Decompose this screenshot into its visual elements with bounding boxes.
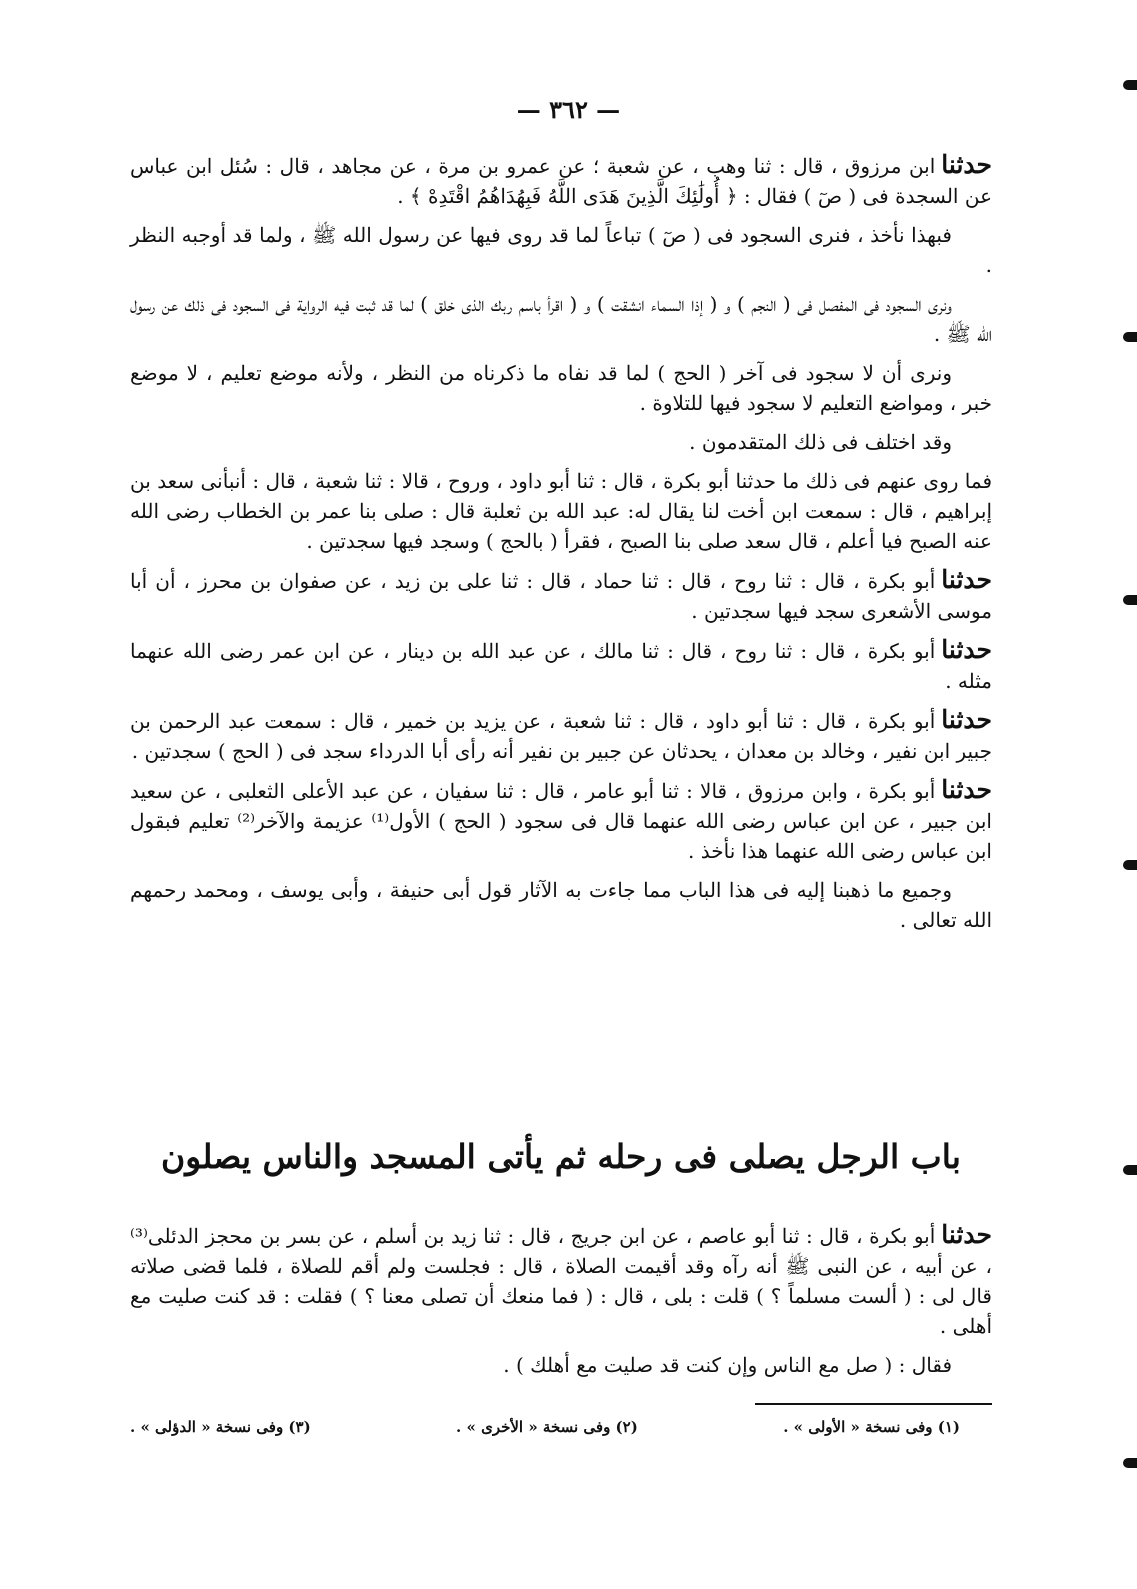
paragraph: وقد اختلف فى ذلك المتقدمون . [689,430,952,454]
paragraph: حدثناأبو بكرة ، وابن مرزوق ، قالا : ثنا أبو عامر ، قال : ثنا سفيان ، عن عبد الأعلى الثعلبى ، عن سعيد ابن جبير ، عن ابن عباس رضى الله عنهما قال فى سجود ( الحج ) الأول⁽¹⁾ عزيمة والآخر⁽²⁾ تعليم فبقول ابن عباس رضى الله عنهما هذا نأخذ . [130,775,992,863]
paragraph: حدثناأبو بكرة ، قال : ثنا روح ، قال : ثنا مالك ، عن عبد الله بن دينار ، عن ابن عمر رضى الله عنهما مثله . [130,635,992,693]
hadith-keyword: حدثنا [941,150,992,179]
main-text [130,150,992,944]
footnote: (٣) وفى نسخة « الدؤلى » . [130,1418,311,1436]
hadith-keyword: حدثنا [941,1220,992,1249]
paragraph: حدثناأبو بكرة ، قال : ثنا أبو داود ، قال : ثنا شعبة ، عن يزيد بن خمير ، قال : سمعت عبد الرحمن بن جبير ابن نفير ، وخالد بن معدان ، يحدثان عن جبير بن نفير أنه رأى أبا الدرداء سجد فى ( الحج ) سجدتين . [130,705,992,763]
chapter-text [130,1220,992,1389]
paragraph: حدثناابن مرزوق ، قال : ثنا وهب ، عن شعبة ؛ عن عمرو بن مرة ، عن مجاهد ، قال : سُئل ابن عباس عن السجدة فى ( صٓ ) فقال : ﴿ أُولَٰئِكَ الَّذِينَ هَدَى اللَّهُ فَبِهُدَاهُمُ اقْتَدِهْ ﴾ . [130,150,992,208]
paragraph: وجميع ما ذهبنا إليه فى هذا الباب مما جاءت به الآثار قول أبى حنيفة ، وأبى يوسف ، ومحمد رحمهم الله تعالى . [130,878,992,932]
paragraph: ونرى السجود فى المفصل فى ( النجم ) و ( إذا السماء انشقت ) و ( اقرأ باسم ربك الذى خلق ) لما قد ثبت فيه الرواية فى السجود فى ذلك عن رسول الله ﷺ . [130,292,992,346]
footnote-divider [755,1403,992,1405]
edge-mark [1123,860,1137,870]
footnotes [130,1418,960,1436]
paragraph: ونرى أن لا سجود فى آخر ( الحج ) لما قد نفاه ما ذكرناه من النظر ، ولأنه موضع تعليم ، لا موضع خبر ، ومواضع التعليم لا سجود فيها للتلاوة . [130,361,992,415]
paragraph: فقال : ( صل مع الناس وإن كنت قد صليت مع أهلك ) . [503,1353,952,1377]
hadith-keyword: حدثنا [941,775,992,804]
edge-mark [1123,1165,1137,1175]
page-number: — ٣٦٢ — [516,95,621,124]
edge-mark [1123,80,1137,90]
paragraph: فما روى عنهم فى ذلك ما حدثنا أبو بكرة ، قال : ثنا أبو داود ، وروح ، قالا : ثنا شعبة ، قال : أنبأنى سعد بن إبراهيم ، قال : سمعت ابن أخت لنا يقال له: عبد الله بن ثعلبة قال : صلى بنا عمر بن الخطاب رضى الله عنه الصبح فيا أعلم ، قال سعد صلى بنا الصبح ، فقرأ ( بالحج ) وسجد فيها سجدتين . [130,469,992,553]
hadith-keyword: حدثنا [941,565,992,594]
paragraph: حدثناأبو بكرة ، قال : ثنا أبو عاصم ، عن ابن جريج ، قال : ثنا زيد بن أسلم ، عن بسر بن محجز الدئلى⁽³⁾ ، عن أبيه ، عن النبى ﷺ أنه رآه وقد أقيمت الصلاة ، قال : فجلست ولم أقم للصلاة ، فلما قضى صلاته قال لى : ( ألست مسلماً ؟ ) قلت : بلى ، قال : ( فما منعك أن تصلى معنا ؟ ) فقلت : قد كنت صليت مع أهلى . [130,1220,992,1338]
edge-mark [1123,332,1137,342]
edge-mark [1123,1458,1137,1468]
hadith-keyword: حدثنا [941,635,992,664]
paragraph: حدثناأبو بكرة ، قال : ثنا روح ، قال : ثنا حماد ، قال : ثنا على بن زيد ، عن صفوان بن محرز ، أن أبا موسى الأشعرى سجد فيها سجدتين . [130,565,992,623]
paragraph: فبهذا نأخذ ، فنرى السجود فى ( صٓ ) تباعاً لما قد روى فيها عن رسول الله ﷺ ، ولما قد أوجبه النظر . [130,223,992,277]
hadith-keyword: حدثنا [941,705,992,734]
footnote: (٢) وفى نسخة « الأخرى » . [456,1418,638,1436]
edge-mark [1123,595,1137,605]
chapter-heading: باب الرجل يصلى فى رحله ثم يأتى المسجد والناس يصلون [161,1137,961,1176]
footnote: (١) وفى نسخة « الأولى » . [783,1418,960,1436]
